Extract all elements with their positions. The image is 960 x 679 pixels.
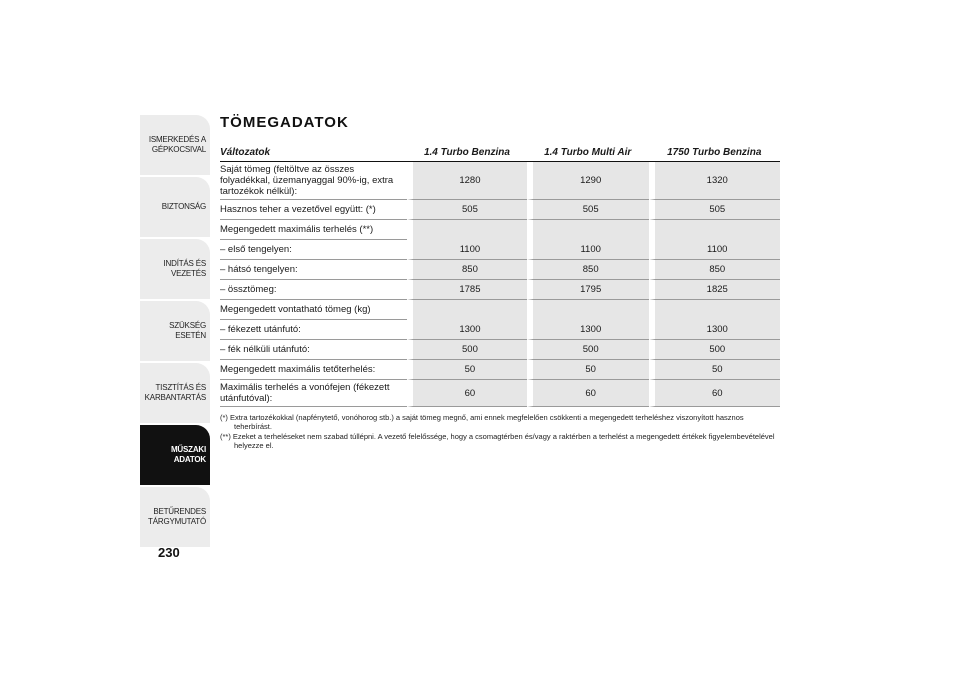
row-label: – fékezett utánfutó:: [220, 320, 407, 340]
table-row: [220, 360, 780, 380]
table-row: [220, 240, 780, 260]
header-engine-2: 1.4 Turbo Multi Air: [527, 145, 649, 162]
table-row: [220, 340, 780, 360]
cell-value: [527, 220, 649, 240]
footnote: (*) Extra tartozékokkal (napfénytető, vonóhorog stb.) a saját tömeg megnő, ami ennek megfelelően csökkenti a megengedett terheléshez viszonyított hasznos teherbírást.: [220, 413, 744, 431]
table-row: [220, 162, 780, 200]
tab-tisztitas[interactable]: [140, 363, 210, 423]
cell-value: 50: [527, 360, 649, 380]
row-label: Maximális terhelés a vonófejen (fékezett utánfutóval):: [220, 380, 407, 407]
cell-value: 50: [407, 360, 527, 380]
cell-value: 1300: [527, 320, 649, 340]
cell-value: 1100: [407, 240, 527, 260]
cell-value: 850: [407, 260, 527, 280]
cell-value: 500: [407, 340, 527, 360]
table-header-row: [220, 145, 780, 162]
row-label: – fék nélküli utánfutó:: [220, 340, 407, 360]
cell-value: 50: [649, 360, 781, 380]
tab-label: BETŰRENDES: [153, 507, 206, 516]
row-label: Hasznos teher a vezetővel együtt: (*): [220, 200, 407, 220]
table-row: [220, 200, 780, 220]
cell-value: 60: [407, 380, 527, 407]
table-row: [220, 260, 780, 280]
tab-szukseg[interactable]: [140, 301, 210, 361]
tab-label: INDÍTÁS ÉS VEZETÉS: [163, 259, 206, 278]
table-row: [220, 300, 780, 320]
tab-label: ISMERKEDÉS A: [148, 135, 206, 144]
row-label: Megengedett vontatható tömeg (kg): [220, 300, 407, 320]
row-label: Megengedett maximális tetőterhelés:: [220, 360, 407, 380]
tab-label: GÉPKOCSIVAL: [151, 145, 206, 154]
tab-inditas[interactable]: [140, 239, 210, 299]
footnotes: [220, 413, 780, 451]
header-engine-3: 1750 Turbo Benzina: [649, 145, 781, 162]
tab-label: SZÜKSÉG ESETÉN: [169, 321, 206, 340]
cell-value: [407, 300, 527, 320]
cell-value: 1320: [649, 162, 781, 200]
table-row: [220, 380, 780, 407]
cell-value: [649, 300, 781, 320]
tab-label: BIZTONSÁG: [161, 202, 206, 211]
row-label: – össztömeg:: [220, 280, 407, 300]
cell-value: 505: [407, 200, 527, 220]
cell-value: 505: [649, 200, 781, 220]
page-title: TÖMEGADATOK: [220, 114, 349, 131]
footnote: (**) Ezeket a terheléseket nem szabad túllépni. A vezető felelőssége, hogy a csomagtérben és/vagy a raktérben a terhelést a megengedett értékek figyelembevételével helyezze el.: [220, 432, 775, 450]
cell-value: [649, 220, 781, 240]
row-label: Saját tömeg (feltöltve az összes folyadékkal, üzemanyaggal 90%-ig, extra tartozékok nélkül):: [220, 162, 407, 200]
header-variants: Változatok: [220, 145, 407, 162]
tab-label: ADATOK: [173, 455, 206, 464]
row-label: – első tengelyen:: [220, 240, 407, 260]
cell-value: 60: [527, 380, 649, 407]
chapter-tabs: [140, 115, 210, 549]
cell-value: 850: [649, 260, 781, 280]
tab-biztonsag[interactable]: [140, 177, 210, 237]
cell-value: [407, 220, 527, 240]
cell-value: 500: [527, 340, 649, 360]
cell-value: 1795: [527, 280, 649, 300]
cell-value: 1100: [527, 240, 649, 260]
tab-label: KARBANTARTÁS: [144, 393, 206, 402]
row-label: Megengedett maximális terhelés (**): [220, 220, 407, 240]
row-label: – hátsó tengelyen:: [220, 260, 407, 280]
cell-value: 60: [649, 380, 781, 407]
cell-value: 505: [527, 200, 649, 220]
cell-value: 500: [649, 340, 781, 360]
tab-ismerkedes[interactable]: [140, 115, 210, 175]
mass-data-table: [220, 145, 780, 407]
cell-value: 1280: [407, 162, 527, 200]
tab-betu[interactable]: [140, 487, 210, 547]
cell-value: [527, 300, 649, 320]
tab-label: TISZTÍTÁS ÉS: [155, 383, 206, 392]
cell-value: 1785: [407, 280, 527, 300]
cell-value: 1290: [527, 162, 649, 200]
cell-value: 1300: [407, 320, 527, 340]
tab-label: MŰSZAKI: [170, 445, 206, 454]
cell-value: 1100: [649, 240, 781, 260]
cell-value: 1300: [649, 320, 781, 340]
table-row: [220, 280, 780, 300]
header-engine-1: 1.4 Turbo Benzina: [407, 145, 527, 162]
cell-value: 850: [527, 260, 649, 280]
table-row: [220, 320, 780, 340]
table-row: [220, 220, 780, 240]
tab-muszaki-active[interactable]: [140, 425, 210, 485]
cell-value: 1825: [649, 280, 781, 300]
tab-label: TÁRGYMUTATÓ: [148, 517, 206, 526]
page-number: 230: [158, 545, 180, 560]
